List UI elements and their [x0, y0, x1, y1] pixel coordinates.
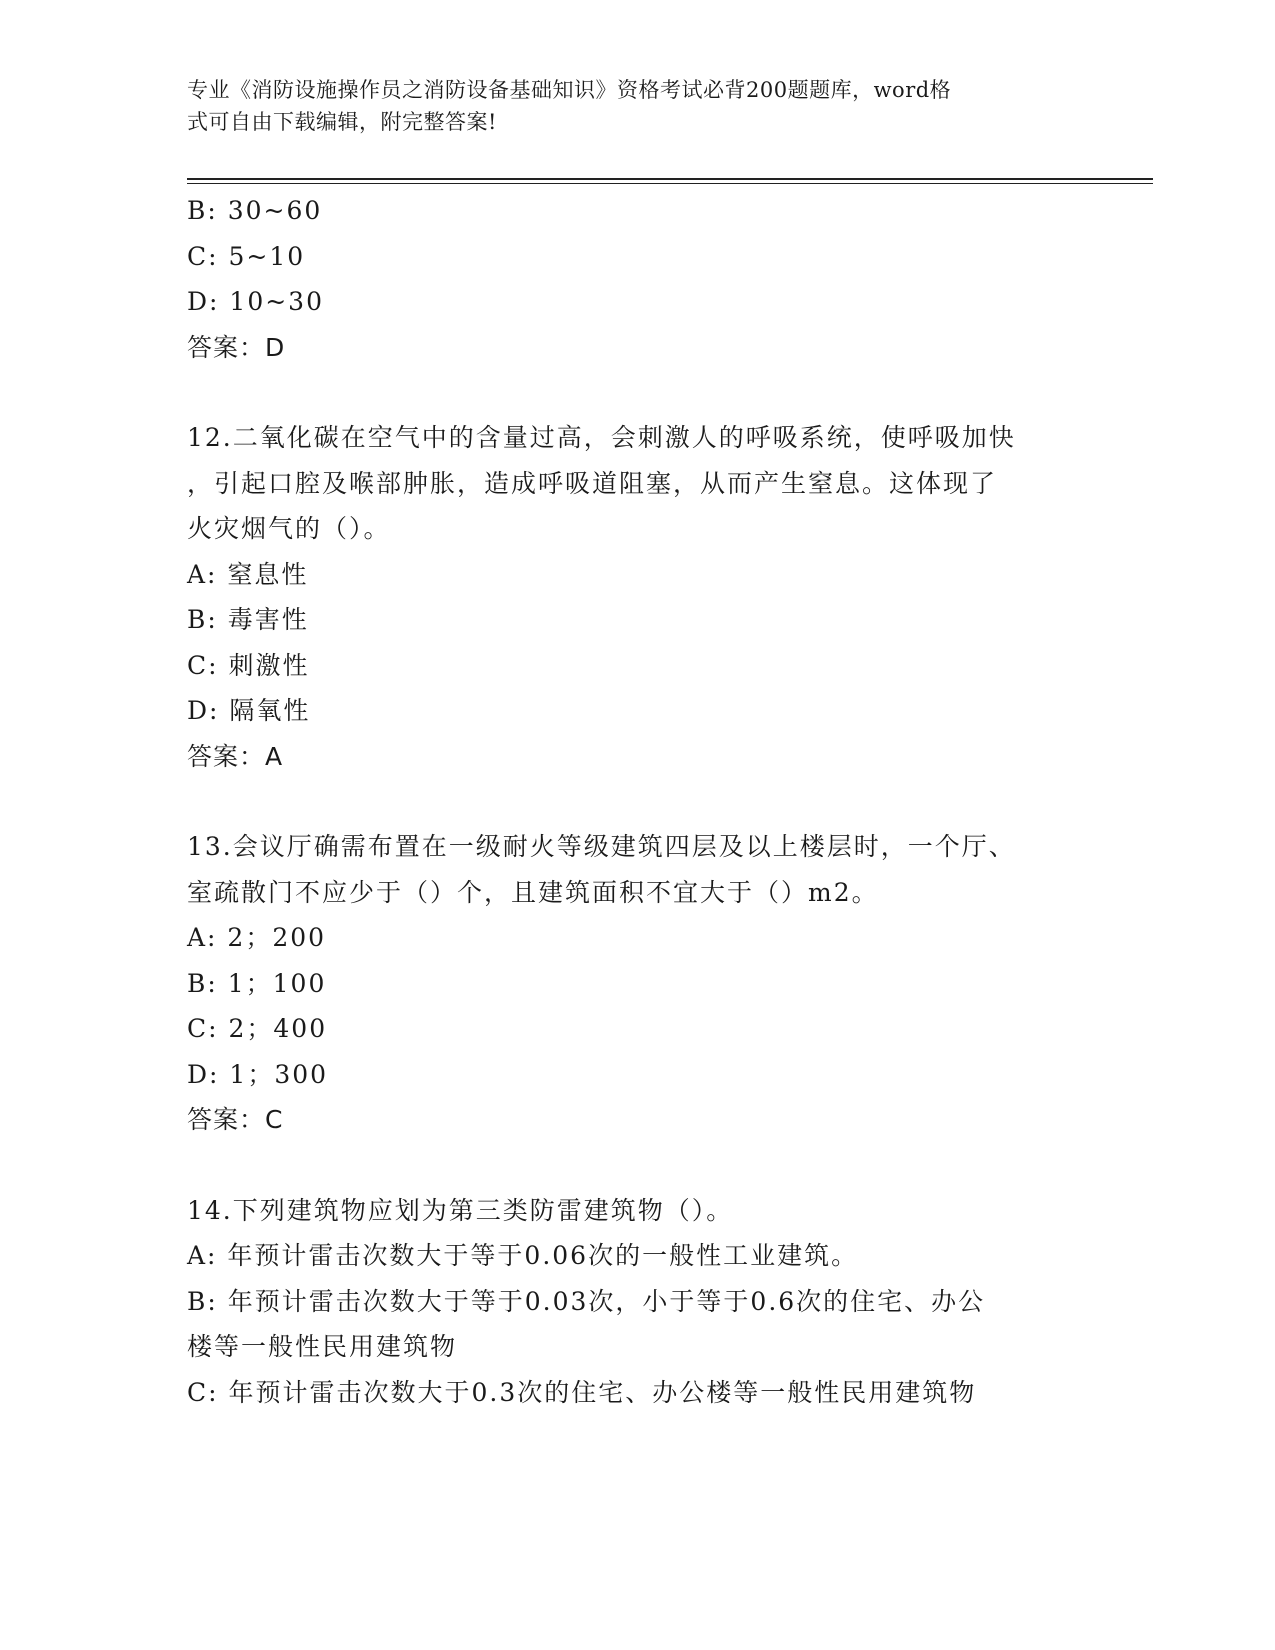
q13-option-b: B: 1；100: [187, 968, 327, 998]
q12-option-d: D: 隔氧性: [187, 696, 311, 725]
q14-option-b-line-1: B: 年预计雷击次数大于等于0.03次，小于等于0.6次的住宅、办公: [187, 1286, 986, 1316]
q12-stem-line-2: ，引起口腔及喉部肿胀，造成呼吸道阻塞，从而产生窒息。这体现了: [187, 468, 998, 498]
q13-option-a: A: 2；200: [187, 923, 327, 952]
q14-option-a: A: 年预计雷击次数大于等于0.06次的一般性工业建筑。: [187, 1241, 859, 1270]
q13-option-d: D: 1；300: [187, 1059, 329, 1089]
q13-stem-line-2: 室疏散门不应少于（）个，且建筑面积不宜大于（）m2。: [187, 877, 879, 907]
question-14: [187, 1188, 1087, 1416]
header-divider-thick: [187, 178, 1153, 180]
spacer: [187, 1143, 1087, 1188]
q14-stem-line-1: 14.下列建筑物应划为第三类防雷建筑物（）。: [187, 1195, 734, 1225]
q11-option-d: D: 10~30: [187, 287, 324, 316]
q14-option-c: C: 年预计雷击次数大于0.3次的住宅、办公楼等一般性民用建筑物: [187, 1377, 977, 1407]
question-11: [187, 188, 1087, 370]
q11-option-b: B: 30~60: [187, 196, 323, 225]
question-13: [187, 824, 1087, 1143]
q11-option-c: C: 5~10: [187, 241, 306, 271]
q12-option-b: B: 毒害性: [187, 605, 309, 634]
header-divider-thin: [187, 183, 1153, 184]
question-content: [187, 188, 1087, 1415]
header-line-1: 专业《消防设施操作员之消防设备基础知识》资格考试必背200题题库，word格: [187, 78, 952, 102]
q11-answer: 答案：D: [187, 332, 286, 362]
q12-stem-line-3: 火灾烟气的（）。: [187, 514, 391, 543]
q13-stem-line-1: 13.会议厅确需布置在一级耐火等级建筑四层及以上楼层时，一个厅、: [187, 832, 1016, 861]
q12-answer: 答案：A: [187, 741, 284, 771]
header-line-2: 式可自由下载编辑，附完整答案!: [187, 110, 497, 134]
q13-option-c: C: 2；400: [187, 1014, 328, 1043]
q12-option-c: C: 刺激性: [187, 650, 310, 680]
spacer: [187, 370, 1087, 415]
document-header: [187, 74, 1067, 138]
question-12: [187, 415, 1087, 779]
q12-option-a: A: 窒息性: [187, 559, 309, 589]
q13-answer: 答案：C: [187, 1105, 284, 1134]
spacer: [187, 779, 1087, 824]
q12-stem-line-1: 12.二氧化碳在空气中的含量过高，会刺激人的呼吸系统，使呼吸加快: [187, 423, 1016, 452]
q14-option-b-line-2: 楼等一般性民用建筑物: [187, 1332, 458, 1361]
